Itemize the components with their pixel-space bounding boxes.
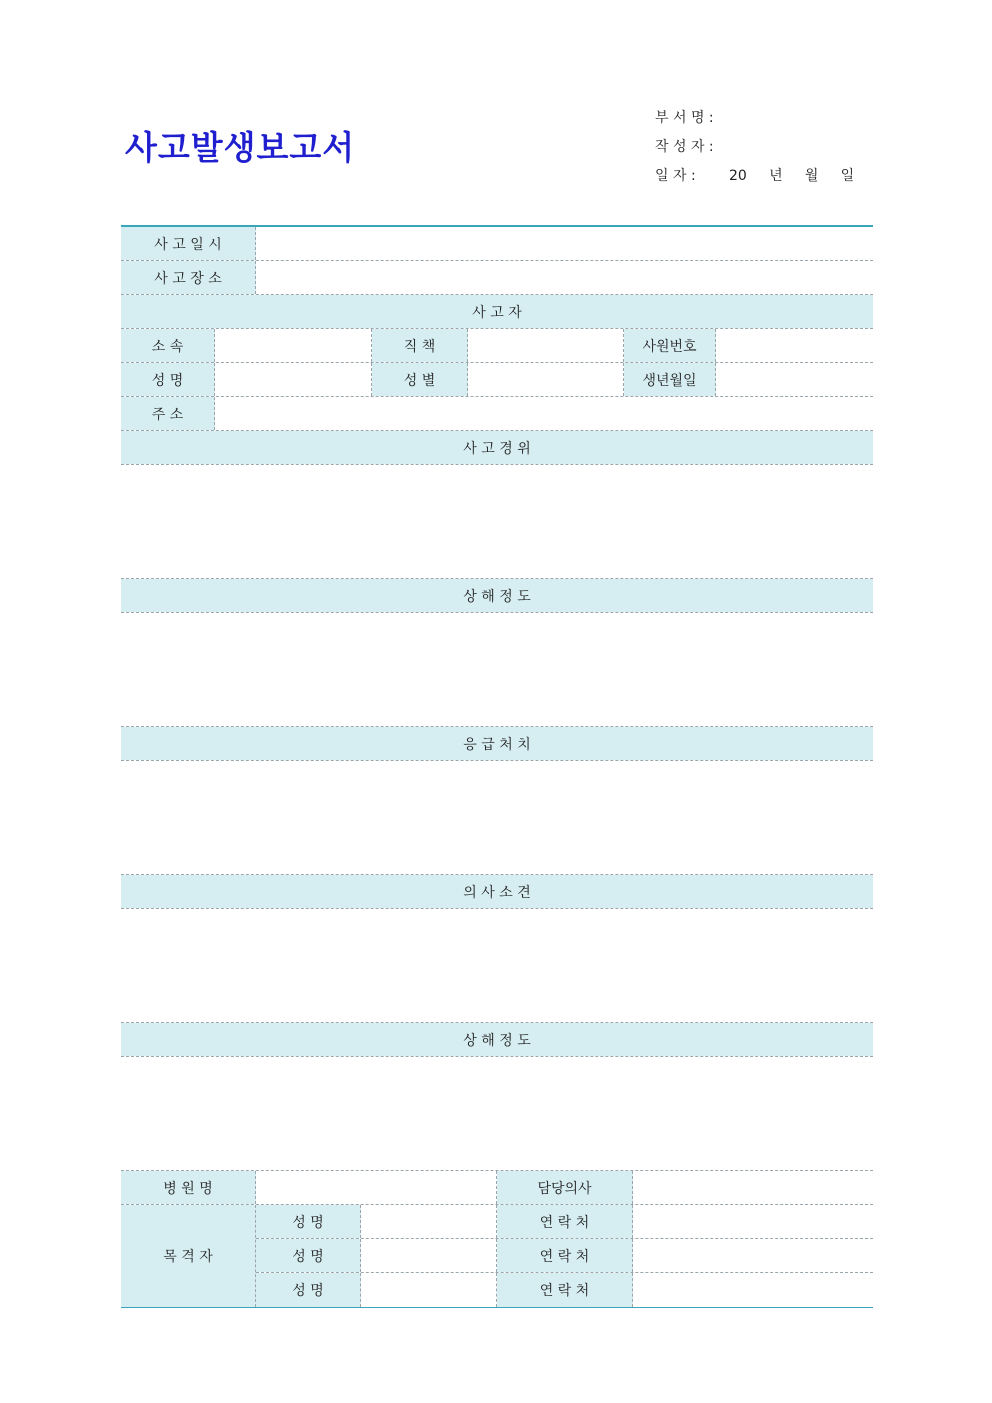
birthdate-label: 생년월일 [624,363,716,396]
employee-no-field[interactable] [716,329,873,362]
doctor-opinion-section-title: 의 사 소 견 [121,875,873,908]
accident-details-section-title: 사 고 경 위 [121,431,873,464]
document-meta [655,104,854,191]
witness-row [256,1239,873,1273]
accident-datetime-row [121,227,873,261]
first-aid-section-title: 응 급 처 치 [121,727,873,760]
affiliation-row [121,329,873,363]
witness-row [256,1205,873,1239]
witness-contact-label: 연 락 처 [497,1273,633,1307]
witness-name-field[interactable] [361,1273,497,1307]
position-label: 직 책 [372,329,468,362]
author-row [655,133,854,162]
author-label: 작 성 자 : [655,139,714,155]
witness-label: 목 격 자 [121,1205,256,1307]
date-field[interactable]: 20 년 월 일 [729,168,855,184]
witness-contact-label: 연 락 처 [497,1205,633,1238]
doctor-opinion-field[interactable] [121,909,873,1023]
department-row [655,104,854,133]
accident-datetime-label: 사 고 일 시 [121,227,256,260]
first-aid-field[interactable] [121,761,873,875]
injury-level-header-row [121,579,873,613]
position-field[interactable] [468,329,624,362]
doctor-opinion-header-row [121,875,873,909]
injury-level-2-section-title: 상 해 정 도 [121,1023,873,1056]
accident-place-row [121,261,873,295]
hospital-name-field[interactable] [256,1171,497,1204]
witness-contact-label: 연 락 처 [497,1239,633,1272]
name-field[interactable] [215,363,372,396]
witness-contact-field[interactable] [633,1273,873,1307]
address-field[interactable] [215,397,873,430]
attending-doctor-field[interactable] [633,1171,873,1204]
accident-place-field[interactable] [256,261,873,294]
accident-place-label: 사 고 장 소 [121,261,256,294]
employee-no-label: 사원번호 [624,329,716,362]
accident-details-field[interactable] [121,465,873,579]
witness-name-field[interactable] [361,1205,497,1238]
witness-contact-field[interactable] [633,1239,873,1272]
witness-contact-field[interactable] [633,1205,873,1238]
witness-rows [256,1205,873,1307]
affiliation-field[interactable] [215,329,372,362]
affiliation-label: 소 속 [121,329,215,362]
witness-name-label: 성 명 [256,1273,361,1307]
injury-level-2-header-row [121,1023,873,1057]
witness-name-label: 성 명 [256,1205,361,1238]
hospital-row [121,1171,873,1205]
accident-details-header-row [121,431,873,465]
gender-label: 성 별 [372,363,468,396]
first-aid-header-row [121,727,873,761]
address-label: 주 소 [121,397,215,430]
injury-level-2-field[interactable] [121,1057,873,1171]
accident-person-header-row [121,295,873,329]
witness-name-field[interactable] [361,1239,497,1272]
address-row [121,397,873,431]
accident-person-section-title: 사 고 자 [121,295,873,328]
document-title: 사고발생보고서 [125,128,356,167]
accident-report-form [121,225,873,1308]
accident-datetime-field[interactable] [256,227,873,260]
witness-row [256,1273,873,1307]
hospital-name-label: 병 원 명 [121,1171,256,1204]
birthdate-field[interactable] [716,363,873,396]
attending-doctor-label: 담당의사 [497,1171,633,1204]
witness-block [121,1205,873,1307]
gender-field[interactable] [468,363,624,396]
injury-level-section-title: 상 해 정 도 [121,579,873,612]
name-row [121,363,873,397]
witness-name-label: 성 명 [256,1239,361,1272]
date-label: 일 자 : [655,168,696,184]
date-row [655,162,854,191]
name-label: 성 명 [121,363,215,396]
department-label: 부 서 명 : [655,110,714,126]
injury-level-field[interactable] [121,613,873,727]
